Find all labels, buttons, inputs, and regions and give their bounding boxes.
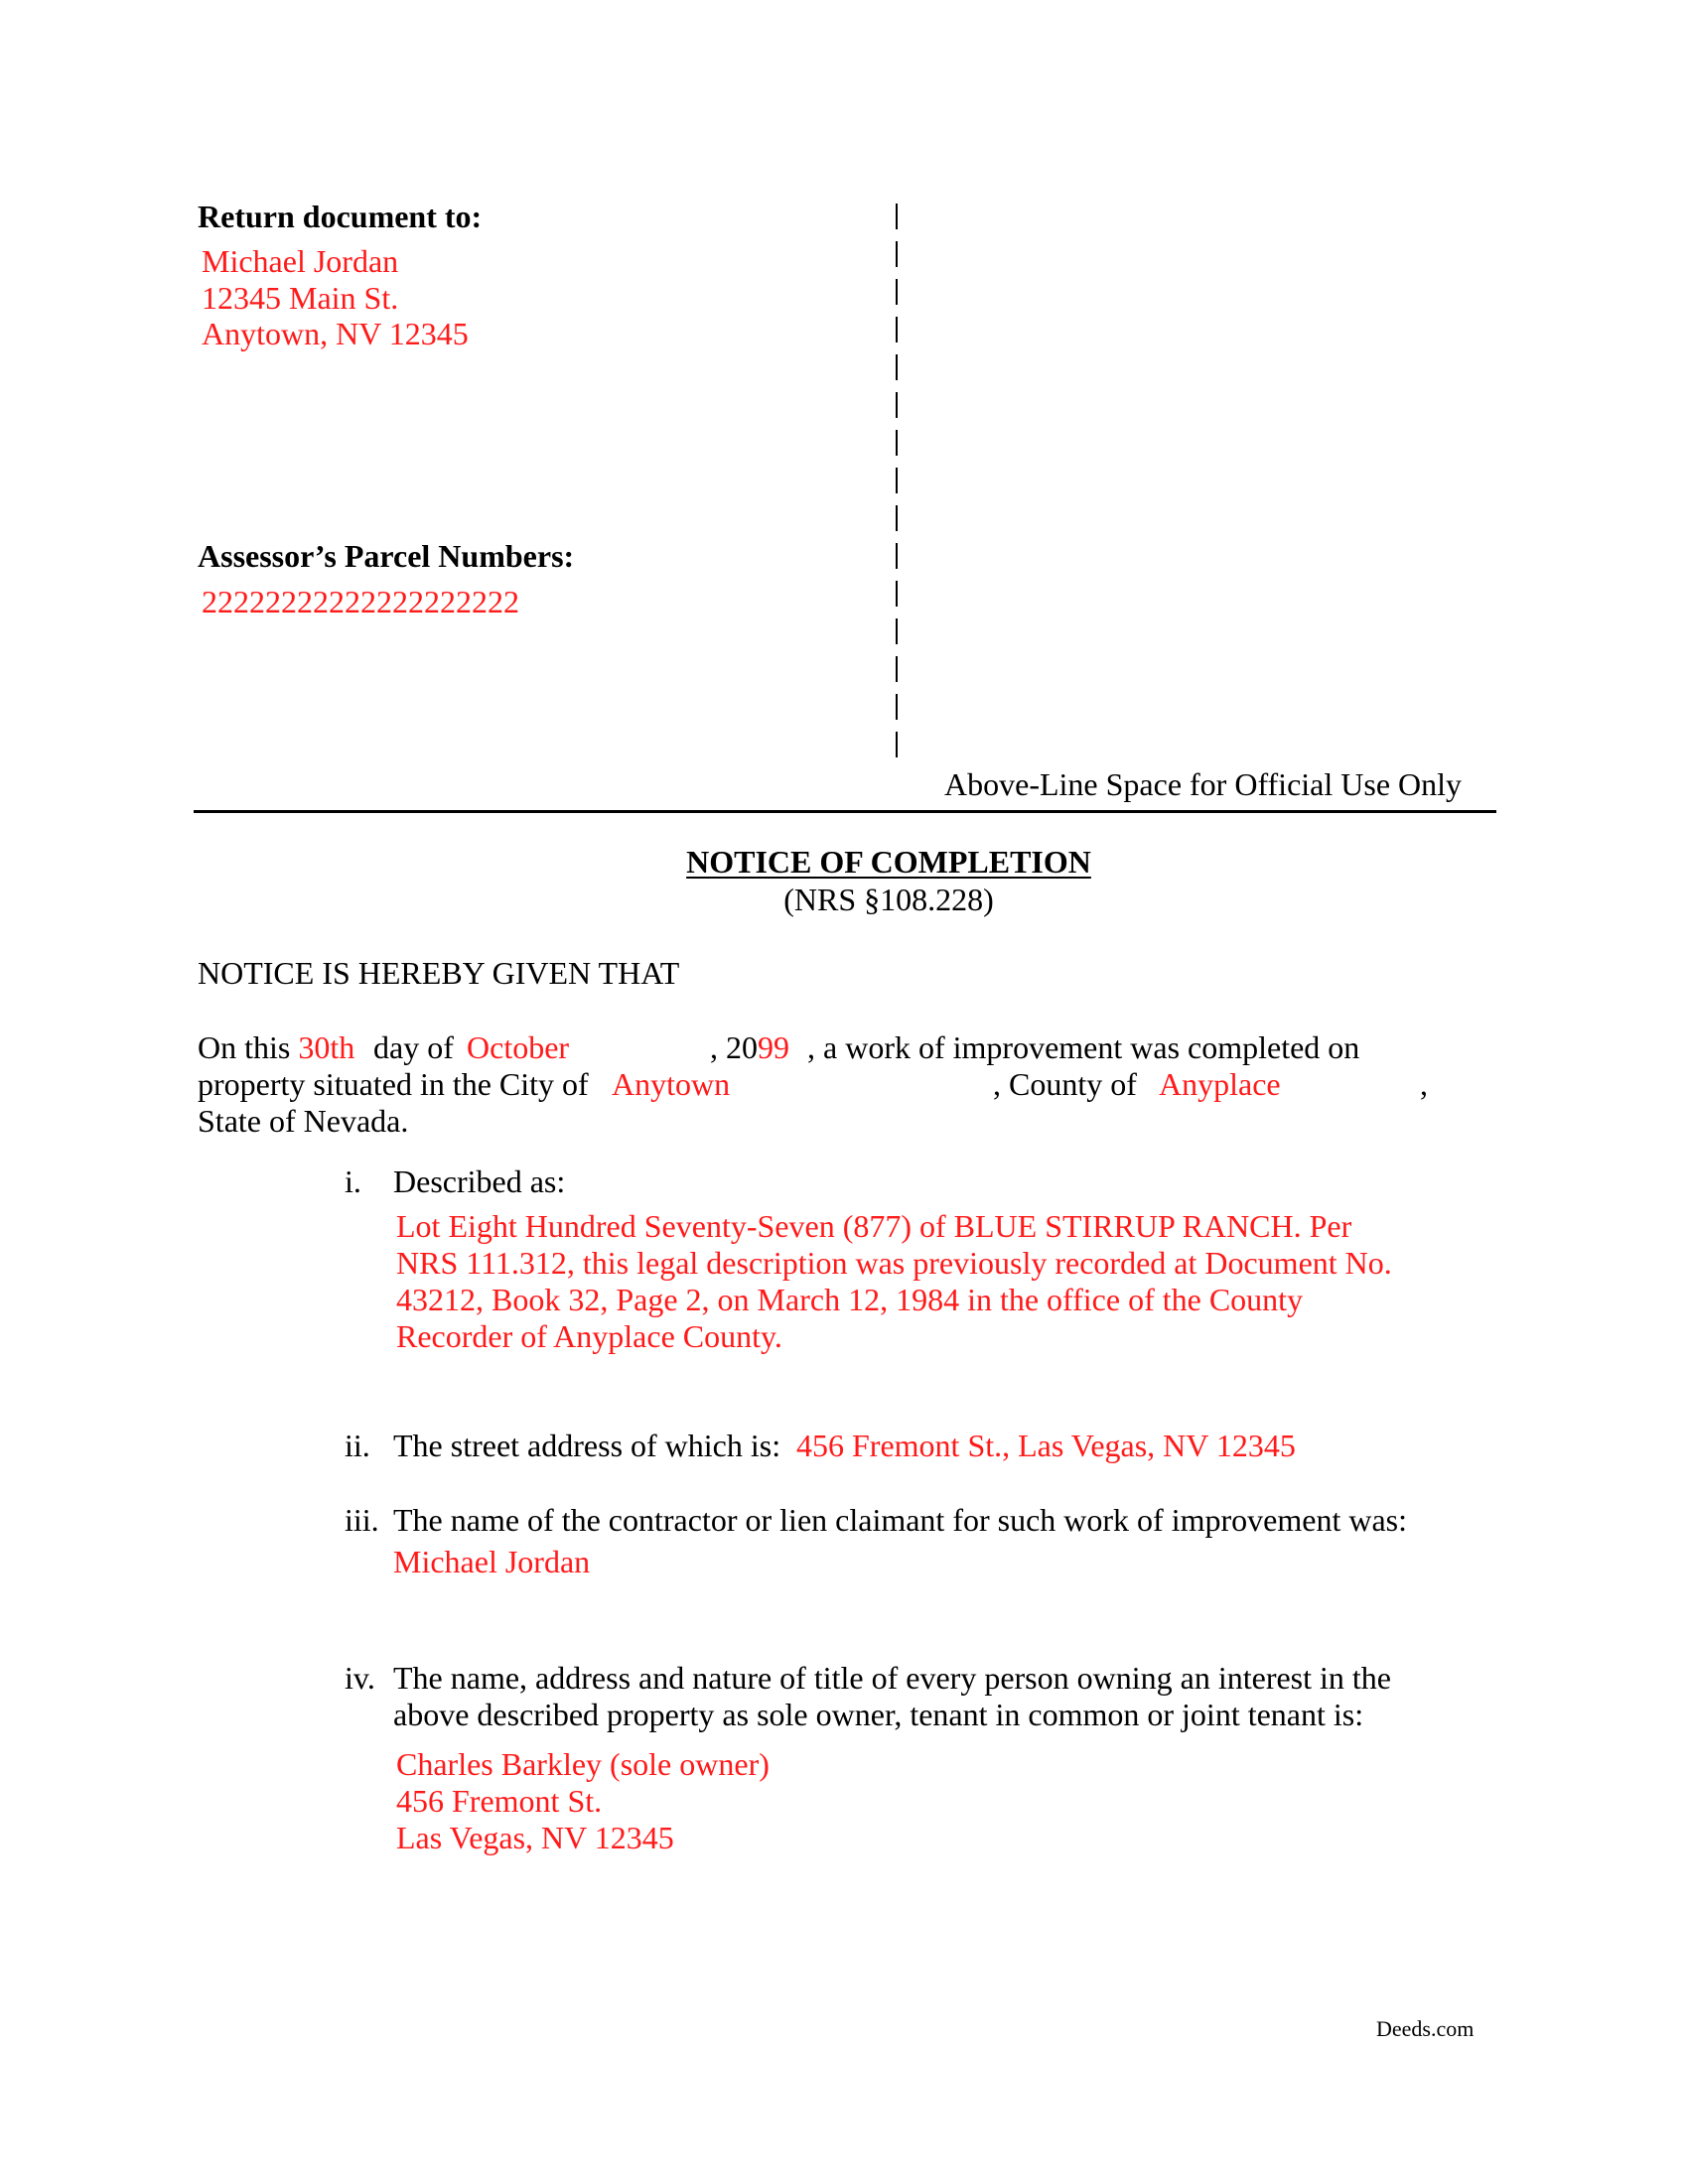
apn-value: 22222222222222222222 <box>202 584 519 619</box>
year-prefix: , 20 <box>710 1029 758 1065</box>
county-value: Anyplace <box>1159 1066 1281 1102</box>
item-iv-number: iv. <box>345 1660 375 1696</box>
item-ii-number: ii. <box>345 1428 370 1463</box>
footer-brand: Deeds.com <box>1376 2016 1475 2041</box>
statute-reference: (NRS §108.228) <box>783 882 994 917</box>
contractor-value: Michael Jordan <box>393 1544 591 1579</box>
legal-description: Lot Eight Hundred Seventy-Seven (877) of BLUE STIRRUP RANCH. Per NRS 111.312, this legal description was previously recorded at Document No. 43212, Book 32, Page 2, on March 12, 1984 in the office of the County Recorder of Anyplace County. <box>396 1208 1392 1354</box>
intro-line: NOTICE IS HEREBY GIVEN THAT <box>198 955 680 991</box>
city-value: Anytown <box>612 1066 731 1102</box>
owner-street: 456 Fremont St. <box>396 1783 603 1819</box>
city-of-text: property situated in the City of <box>198 1066 589 1102</box>
return-city: Anytown, NV 12345 <box>202 316 469 351</box>
item-iv-label: The name, address and nature of title of every person owning an interest in the above described property as sole owner, tenant in common or joint tenant is: <box>393 1660 1391 1732</box>
year-value: 99 <box>758 1029 789 1065</box>
apn-label: Assessor’s Parcel Numbers: <box>198 538 575 574</box>
completion-line-1 <box>198 1029 354 1066</box>
page-title-text: NOTICE OF COMPLETION <box>686 844 1091 880</box>
county-comma: , <box>1420 1066 1428 1102</box>
item-ii-label: The street address of which is: <box>393 1428 781 1463</box>
item-iii-number: iii. <box>345 1502 379 1538</box>
county-of-text: , County of <box>993 1066 1137 1102</box>
month-value: October <box>467 1029 570 1065</box>
page-title <box>0 844 1688 881</box>
recording-divider <box>896 204 898 764</box>
official-use-label: Above-Line Space for Official Use Only <box>944 766 1463 802</box>
owner-city: Las Vegas, NV 12345 <box>396 1820 674 1855</box>
return-label: Return document to: <box>198 199 483 234</box>
year-line <box>710 1029 789 1066</box>
recording-rule <box>194 810 1496 813</box>
item-i-number: i. <box>345 1163 361 1199</box>
state-text: State of Nevada. <box>198 1103 409 1139</box>
return-street: 12345 Main St. <box>202 280 399 316</box>
on-this-text: On this <box>198 1029 291 1065</box>
day-of-text: day of <box>373 1029 454 1065</box>
completed-text: , a work of improvement was completed on <box>807 1029 1360 1065</box>
street-address-value: 456 Fremont St., Las Vegas, NV 12345 <box>796 1428 1296 1463</box>
item-i-label: Described as: <box>393 1163 566 1199</box>
return-name: Michael Jordan <box>202 243 399 279</box>
day-value: 30th <box>298 1029 355 1065</box>
item-iii-label: The name of the contractor or lien claimant for such work of improvement was: <box>393 1502 1407 1538</box>
owner-name: Charles Barkley (sole owner) <box>396 1746 770 1782</box>
